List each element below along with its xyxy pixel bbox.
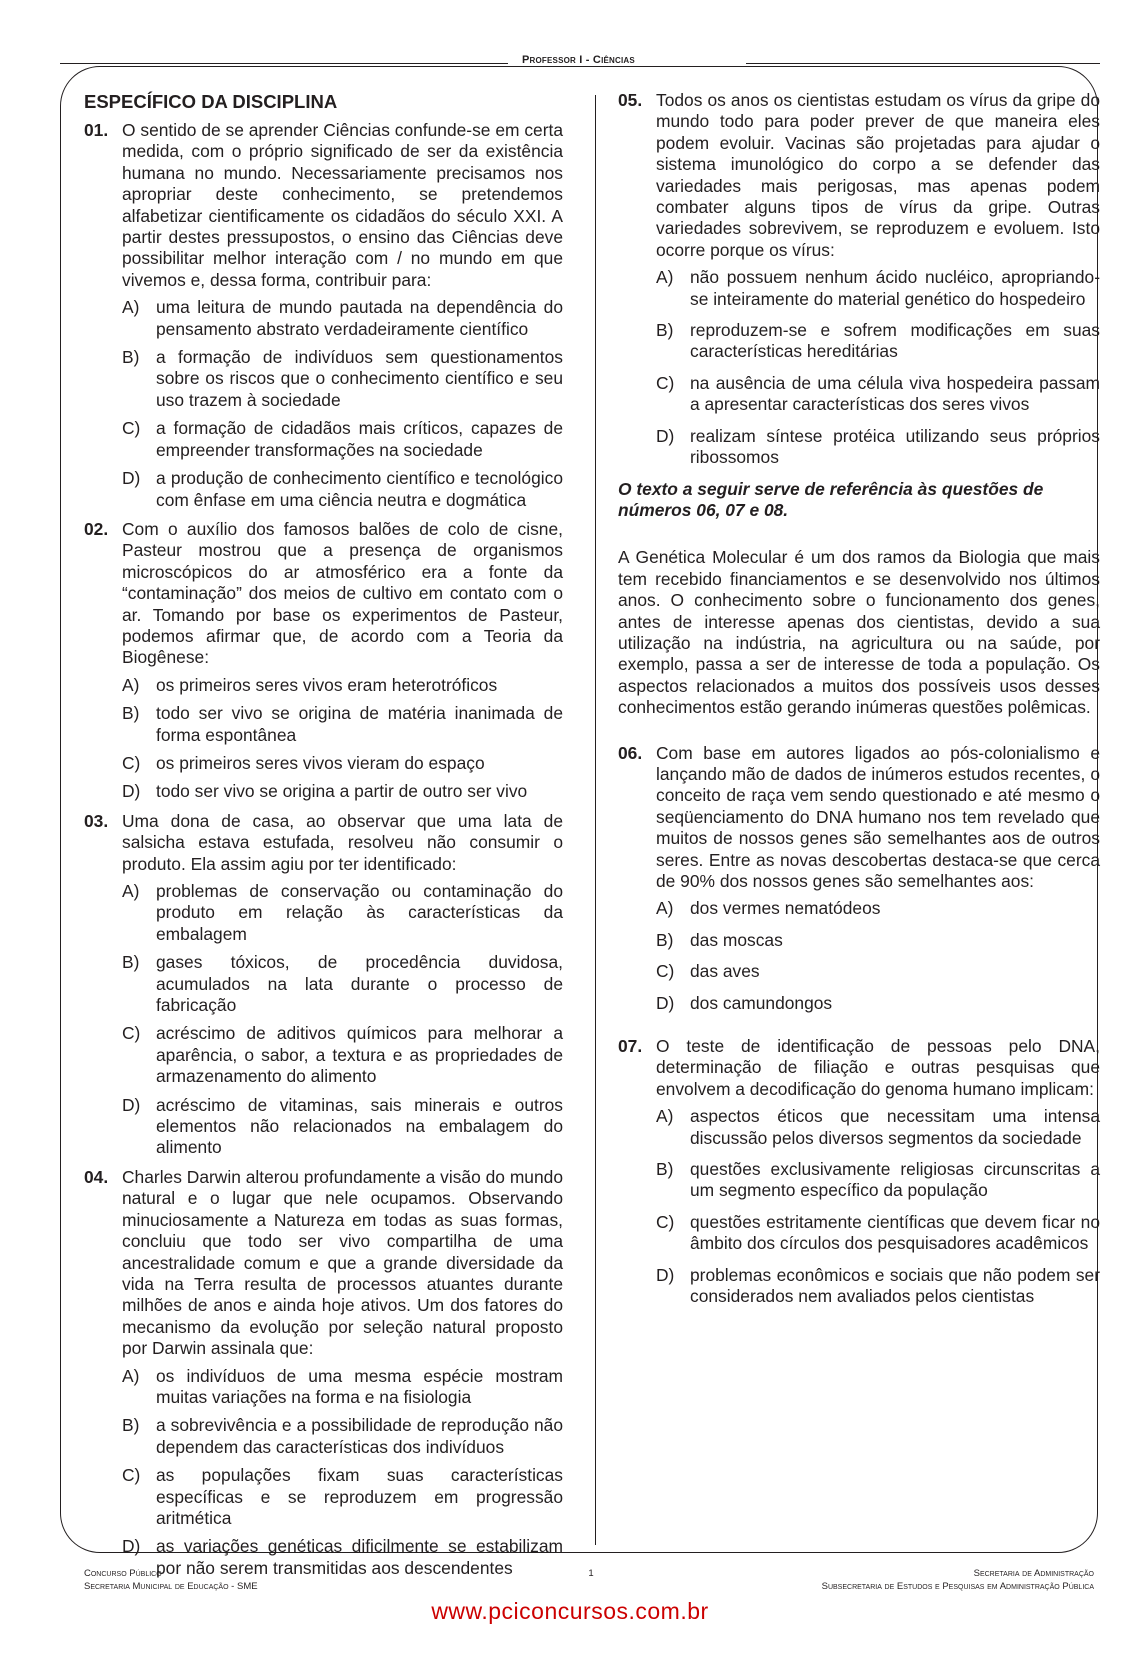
option-label: A)	[122, 674, 140, 695]
option-text: reproduzem-se e sofrem modificações em suas características hereditárias	[690, 320, 1100, 362]
options-list	[122, 881, 563, 1159]
question-03	[84, 811, 563, 1159]
column-divider	[595, 95, 596, 1545]
option-text: as populações fixam suas características específicas e se reproduzem em progressão aritmética	[156, 1465, 563, 1528]
option-label: D)	[122, 1094, 141, 1115]
footer-secretariat: Secretaria Municipal de Educação - SME	[84, 1581, 258, 1592]
option-text: a formação de cidadãos mais críticos, capazes de empreender transformações na sociedade	[156, 418, 563, 460]
option-text: realizam síntese protéica utilizando seus próprios ribossomos	[690, 425, 1100, 468]
option-c[interactable]	[122, 1465, 563, 1529]
option-label: C)	[656, 1211, 675, 1232]
left-column	[84, 90, 563, 1587]
options-list	[122, 1366, 563, 1580]
option-label: A)	[656, 1106, 674, 1127]
option-label: B)	[656, 929, 674, 950]
question-05	[618, 90, 1100, 469]
option-text: questões exclusivamente religiosas circunscritas a um segmento específico da população	[690, 1159, 1100, 1201]
option-text: acréscimo de vitaminas, sais minerais e outros elementos não relacionados na embalagem do alimento	[156, 1094, 563, 1158]
options-list	[122, 297, 563, 511]
option-d[interactable]	[656, 426, 1100, 469]
question-stem: O sentido de se aprender Ciências confunde-se em certa medida, com o próprio significado de ser da existência humana no mundo. Necessariamente precisamos nos apropriar deste conhecimento, se pretendemos alfabetizar cientificamente os cidadãos do século XXI. A partir destes pressupostos, o ensino das Ciências deve possibilitar melhor interação com / no mundo em que vivemos e, dessa forma, contribuir para:	[122, 120, 563, 290]
question-number: 07.	[618, 1036, 643, 1057]
option-text: não possuem nenhum ácido nucléico, apropriando-se inteiramente do material genético do hospedeiro	[690, 267, 1100, 309]
footer-contest: Concurso Público	[84, 1568, 162, 1579]
option-text: todo ser vivo se origina a partir de outro ser vivo	[156, 781, 528, 802]
option-text: problemas de conservação ou contaminação do produto em relação às características da embalagem	[156, 881, 563, 944]
option-a[interactable]	[656, 898, 1100, 919]
option-text: a produção de conhecimento científico e tecnológico com ênfase em uma ciência neutra e dogmática	[156, 468, 563, 510]
site-link[interactable]: www.pciconcursos.com.br	[431, 1598, 709, 1624]
question-stem: Charles Darwin alterou profundamente a visão do mundo natural e o lugar que nele ocupamos. Observando minuciosamente a Natureza em todas as suas formas, concluiu que todo ser vivo compartilha de uma ancestralidade comum e que a grande diversidade da vida na Terra resulta de processos atuantes durante milhões de anos e ainda hoje ativos. Um dos fatores do mecanismo da evolução por seleção natural proposto por Darwin assinala que:	[122, 1166, 563, 1359]
question-number: 06.	[618, 742, 643, 763]
option-text: as variações genéticas dificilmente se estabilizam por não serem transmitidas aos descendentes	[156, 1536, 563, 1578]
question-stem: Uma dona de casa, ao observar que uma lata de salsicha estava estufada, resolveu não consumir o produto. Ela assim agiu por ter identificado:	[122, 810, 563, 874]
options-list	[656, 267, 1100, 468]
option-b[interactable]	[656, 930, 1100, 951]
footer-administration: Secretaria de Administração	[973, 1568, 1094, 1579]
option-b[interactable]	[656, 320, 1100, 363]
option-a[interactable]	[656, 1106, 1100, 1149]
question-01	[84, 120, 563, 511]
question-stem: Com o auxílio dos famosos balões de colo de cisne, Pasteur mostrou que a presença de organismos microscópicos do ar atmosférico era a fonte da “contaminação” dos meios de cultivo em contato com o ar. Tomando por base os experimentos de Pasteur, podemos afirmar que, de acordo com a Teoria da Biogênese:	[122, 518, 563, 668]
option-label: C)	[656, 372, 675, 393]
option-text: gases tóxicos, de procedência duvidosa, acumulados na lata durante o processo de fabricação	[156, 952, 563, 1016]
option-c[interactable]	[656, 373, 1100, 416]
option-text: a formação de indivíduos sem questionamentos sobre os riscos que o conhecimento científico e seu uso trazem à sociedade	[156, 347, 563, 410]
question-stem: Com base em autores ligados ao pós-colonialismo e lançando mão de dados de inúmeros estudos recentes, o conceito de raça vem sendo questionado e até mesmo o seqüenciamento do DNA humano nos tem revelado que muitos de nossos genes são semelhantes aos de outros seres. Entre as novas descobertas destaca-se que cerca de 90% dos nossos genes são semelhantes aos:	[656, 742, 1100, 891]
option-label: B)	[656, 1159, 674, 1180]
question-number: 05.	[618, 90, 643, 110]
option-label: A)	[656, 267, 674, 288]
option-text: dos vermes nematódeos	[690, 898, 881, 919]
option-label: B)	[122, 1415, 140, 1436]
option-label: C)	[122, 752, 141, 773]
option-b[interactable]	[122, 703, 563, 746]
option-b[interactable]	[122, 952, 563, 1016]
question-number: 03.	[84, 810, 109, 831]
section-title: ESPECÍFICO DA DISCIPLINA	[84, 91, 338, 112]
question-number: 02.	[84, 518, 109, 539]
option-label: D)	[122, 1536, 141, 1557]
question-number: 01.	[84, 120, 109, 140]
option-label: B)	[122, 952, 140, 973]
question-02	[84, 519, 563, 803]
option-label: C)	[122, 1465, 141, 1486]
option-label: D)	[122, 468, 141, 489]
option-text: acréscimo de aditivos químicos para melhorar a aparência, o sabor, a textura e as propriedades de armazenamento do alimento	[156, 1023, 563, 1087]
option-text: das aves	[690, 961, 760, 982]
footer-subsecretariat: Subsecretaria de Estudos e Pesquisas em Administração Pública	[821, 1581, 1094, 1592]
option-a[interactable]	[122, 1366, 563, 1409]
option-text: na ausência de uma célula viva hospedeira passam a apresentar características dos seres vivos	[690, 372, 1100, 415]
question-number: 04.	[84, 1166, 109, 1187]
option-text: os primeiros seres vivos eram heterotróficos	[156, 674, 498, 695]
option-c[interactable]	[656, 1212, 1100, 1255]
option-label: A)	[122, 297, 140, 318]
option-c[interactable]	[122, 1023, 563, 1087]
option-text: questões estritamente científicas que devem ficar no âmbito dos círculos dos pesquisadores acadêmicos	[690, 1211, 1100, 1254]
footer-right	[822, 1567, 1094, 1593]
option-text: dos camundongos	[690, 992, 833, 1013]
option-label: D)	[122, 781, 141, 802]
options-list	[122, 675, 563, 803]
option-label: D)	[656, 992, 675, 1013]
option-text: aspectos éticos que necessitam uma intensa discussão pelos diversos segmentos da sociedade	[690, 1106, 1100, 1148]
question-06	[618, 743, 1100, 1014]
question-stem: Todos os anos os cientistas estudam os vírus da gripe do mundo todo para poder prever de que maneira eles podem evoluir. Vacinas são projetadas para ajudar o sistema imunológico do corpo a se defender das variedades mais perigosas, mas apenas podem combater alguns tipos de vírus da gripe. Outras variedades sobrevivem, se reproduzem e evoluem. Isto ocorre porque os vírus:	[656, 90, 1100, 260]
option-label: D)	[656, 1264, 675, 1285]
page-number: 1	[588, 1568, 594, 1579]
option-a[interactable]	[122, 297, 563, 340]
option-text: todo ser vivo se origina de matéria inanimada de forma espontânea	[156, 703, 563, 745]
option-d[interactable]	[656, 993, 1100, 1014]
option-d[interactable]	[656, 1265, 1100, 1308]
option-b[interactable]	[122, 1415, 563, 1458]
option-text: problemas econômicos e sociais que não podem ser considerados nem avaliados pelos cientistas	[690, 1264, 1100, 1307]
option-label: C)	[656, 961, 675, 982]
options-list	[656, 1106, 1100, 1307]
option-d[interactable]	[122, 468, 563, 511]
options-list	[656, 898, 1100, 1014]
option-label: B)	[122, 703, 140, 724]
option-text: das moscas	[690, 929, 783, 950]
header-rule-right	[746, 63, 1100, 64]
question-07	[618, 1036, 1100, 1307]
option-a[interactable]	[122, 881, 563, 945]
reference-title: O texto a seguir serve de referência às questões de números 06, 07 e 08.	[618, 478, 1044, 520]
option-label: A)	[122, 1365, 140, 1386]
option-text: a sobrevivência e a possibilidade de reprodução não dependem das características dos indivíduos	[156, 1415, 563, 1457]
option-c[interactable]	[122, 418, 563, 461]
option-d[interactable]	[122, 1095, 563, 1159]
option-a[interactable]	[122, 675, 563, 696]
question-stem: O teste de identificação de pessoas pelo DNA, determinação de filiação e outras pesquisas que envolvem a decodificação do genoma humano implicam:	[656, 1036, 1100, 1099]
option-label: B)	[122, 347, 140, 368]
option-c[interactable]	[122, 753, 563, 774]
option-text: os indivíduos de uma mesma espécie mostram muitas variações na forma e na fisiologia	[156, 1365, 563, 1407]
question-04	[84, 1167, 563, 1579]
header-title: Professor I - Ciências	[522, 54, 635, 66]
header-rule-left	[60, 63, 508, 64]
option-text: os primeiros seres vivos vieram do espaço	[156, 752, 485, 773]
option-label: A)	[656, 898, 674, 919]
option-d[interactable]	[122, 781, 563, 802]
right-column	[618, 90, 1100, 1318]
option-text: uma leitura de mundo pautada na dependência do pensamento abstrato verdadeiramente científico	[156, 297, 563, 339]
option-label: A)	[122, 881, 140, 901]
option-label: C)	[122, 1023, 141, 1044]
option-b[interactable]	[122, 347, 563, 411]
option-a[interactable]	[656, 267, 1100, 310]
option-label: B)	[656, 320, 674, 341]
option-label: D)	[656, 425, 675, 446]
reference-passage: A Genética Molecular é um dos ramos da Biologia que mais tem recebido financiamentos e se desenvolvido nos últimos anos. O conhecimento sobre o funcionamento dos genes, antes de interesse apenas dos cientistas, devido a sua utilização na indústria, na agricultura ou na saúde, por exemplo, passa a ser de interesse de toda a população. Os aspectos relacionados a muitos dos possíveis usos desses conhecimentos estão gerando inúmeras questões polêmicas.	[618, 547, 1100, 718]
option-label: C)	[122, 418, 141, 439]
option-c[interactable]	[656, 961, 1100, 982]
option-b[interactable]	[656, 1159, 1100, 1202]
